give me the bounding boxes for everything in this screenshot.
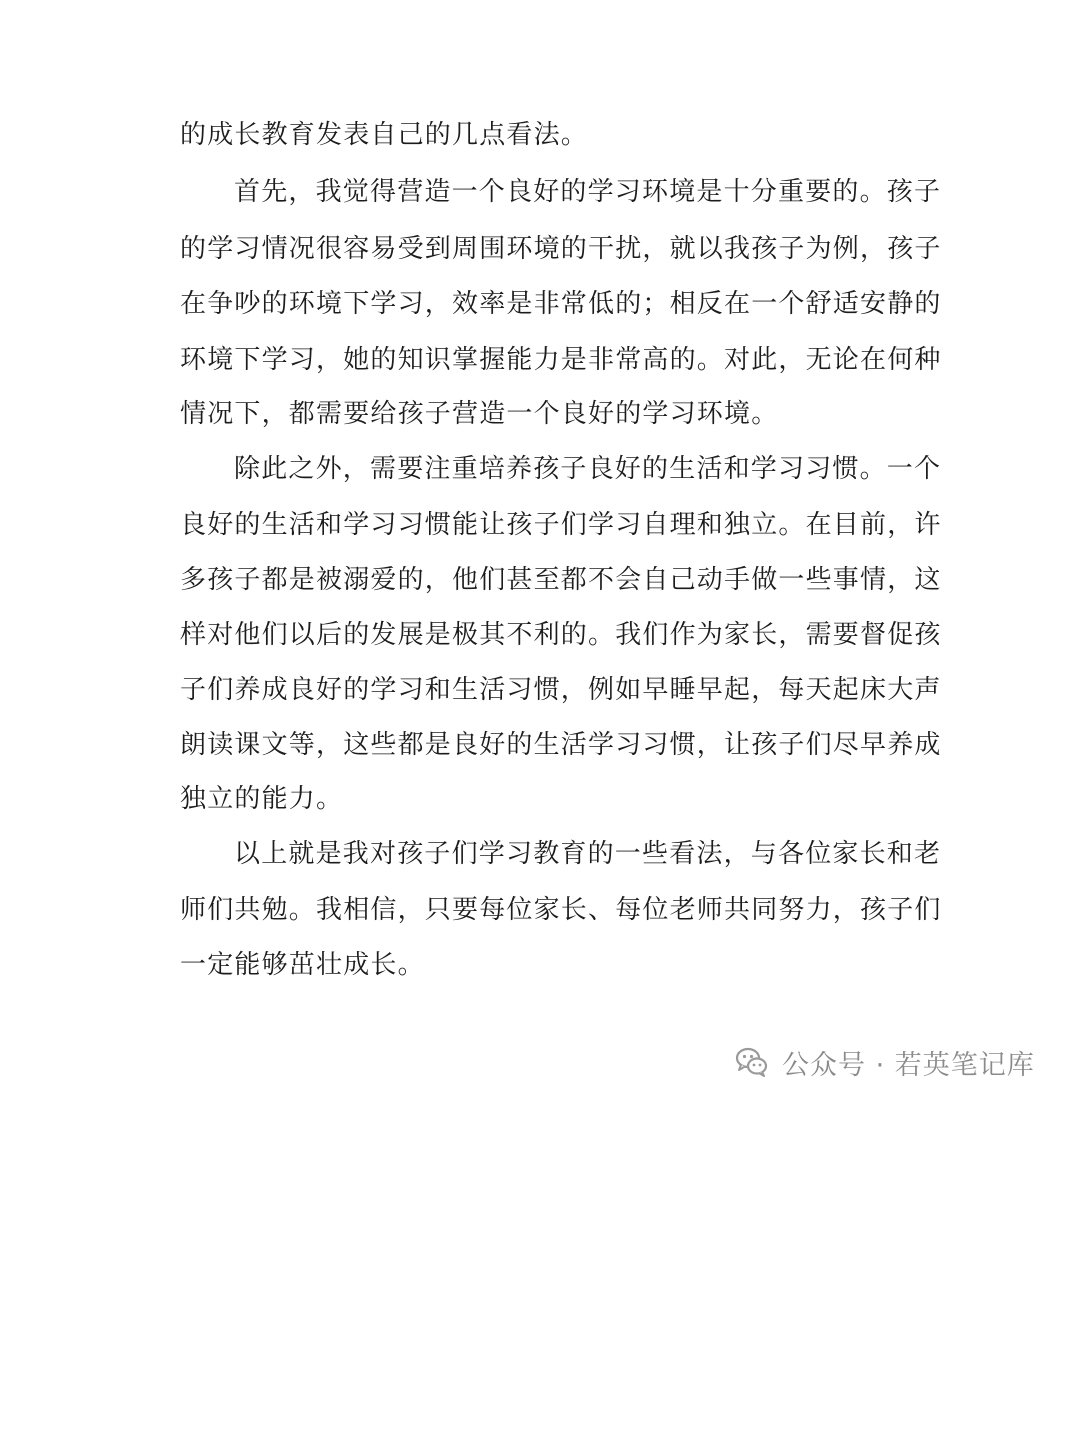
text-line: 良好的生活和学习习惯能让孩子们学习自理和独立。在目前，许 — [180, 510, 942, 540]
paragraph-first-line: 首先，我觉得营造一个良好的学习环境是十分重要的。孩子 — [234, 177, 942, 207]
text-line: 朗读课文等，这些都是良好的生活学习习惯，让孩子们尽早养成 — [180, 730, 942, 760]
text-line: 情况下，都需要给孩子营造一个良好的学习环境。 — [180, 399, 779, 429]
watermark-text: 公众号 · 若英笔记库 — [782, 1049, 1035, 1081]
text-line: 多孩子都是被溺爱的，他们甚至都不会自己动手做一些事情，这 — [180, 565, 942, 595]
text-line: 样对他们以后的发展是极其不利的。我们作为家长，需要督促孩 — [180, 620, 942, 650]
text-line: 的成长教育发表自己的几点看法。 — [180, 120, 589, 150]
paragraph-first-line: 以上就是我对孩子们学习教育的一些看法，与各位家长和老 — [234, 839, 942, 869]
paragraph-first-line: 除此之外，需要注重培养孩子良好的生活和学习习惯。一个 — [234, 454, 942, 484]
wechat-icon — [734, 1044, 770, 1080]
text-line: 在争吵的环境下学习，效率是非常低的；相反在一个舒适安静的 — [180, 289, 942, 319]
text-line: 子们养成良好的学习和生活习惯，例如早睡早起，每天起床大声 — [180, 675, 942, 705]
text-line: 师们共勉。我相信，只要每位家长、每位老师共同努力，孩子们 — [180, 895, 942, 925]
text-line: 环境下学习，她的知识掌握能力是非常高的。对此，无论在何种 — [180, 345, 942, 375]
text-line: 一定能够茁壮成长。 — [180, 950, 425, 980]
watermark — [734, 1040, 1035, 1084]
text-line: 的学习情况很容易受到周围环境的干扰，就以我孩子为例，孩子 — [180, 234, 942, 264]
text-line: 独立的能力。 — [180, 784, 344, 814]
